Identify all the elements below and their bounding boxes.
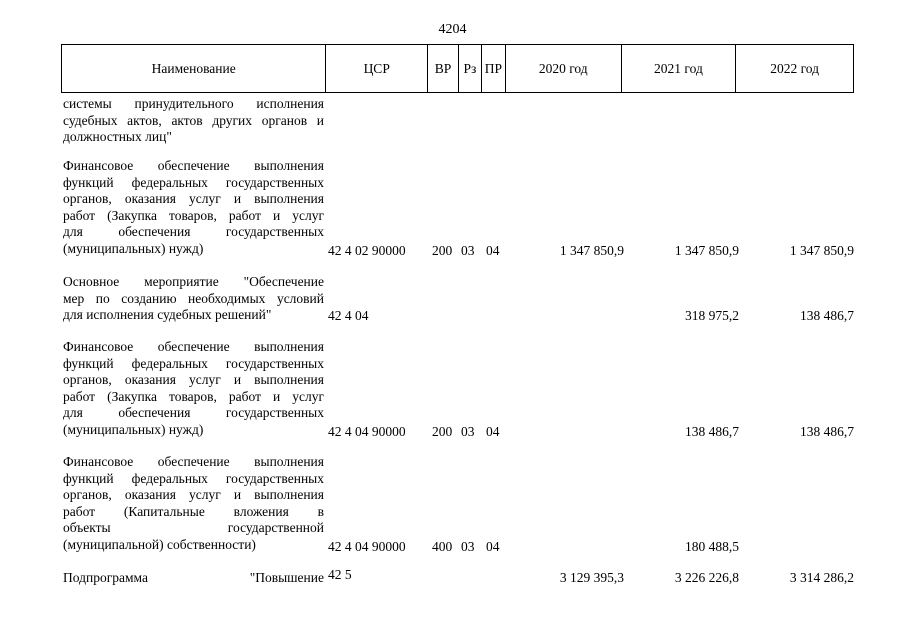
cell-rz: 03: [461, 243, 475, 258]
row-name-line: работ (Закупка товаров, работ и услуг: [63, 207, 324, 223]
row-name-line: Финансовое обеспечение выполнения: [63, 454, 324, 469]
cell-2020: 3 129 395,3: [559, 570, 624, 585]
cell-2022: 138 486,7: [800, 308, 854, 323]
table-header: [61, 44, 854, 93]
header-vr: ВР: [428, 45, 459, 92]
row-name-line: функций федеральных государственных: [63, 470, 324, 486]
cell-csr: 42 5: [328, 567, 352, 582]
cell-2021: 180 488,5: [685, 539, 739, 554]
row-name-line: для обеспечения государственных: [63, 405, 324, 420]
row-name: [63, 158, 324, 257]
row-name-line: органов, оказания услуг и выполнения: [63, 372, 324, 387]
row-name-line: Финансовое обеспечение выполнения: [63, 339, 324, 354]
page-number: 4204: [438, 22, 467, 37]
row-name: [63, 274, 324, 324]
row-name-line: должностных лиц": [63, 129, 172, 144]
cell-pr: 04: [486, 539, 500, 554]
row-name-line: для обеспечения государственных: [63, 224, 324, 239]
row-name-line: судебных актов, актов других органов и: [63, 112, 324, 128]
cell-csr: 42 4 04: [328, 308, 369, 323]
row-name-line: объекты государственной: [63, 520, 324, 535]
cell-2022: 138 486,7: [800, 424, 854, 439]
cell-2021: 3 226 226,8: [674, 570, 739, 585]
header-rz: Рз: [459, 45, 482, 92]
cell-csr: 42 4 02 90000: [328, 243, 406, 258]
row-name-line: работ (Закупка товаров, работ и услуг: [63, 388, 324, 404]
row-name: [63, 570, 324, 587]
row-name-line: работ (Капитальные вложения в: [63, 503, 324, 519]
cell-vr: 400: [432, 539, 453, 554]
row-name-line: (муниципальной) собственности): [63, 536, 256, 552]
row-name-line: (муниципальных) нужд): [63, 421, 204, 437]
header-2022: 2022 год: [770, 60, 820, 76]
row-name-line: функций федеральных государственных: [63, 355, 324, 371]
row-name-line: мер по созданию необходимых условий: [63, 290, 324, 306]
row-name-line: системы принудительного исполнения: [63, 96, 324, 111]
cell-2020: 1 347 850,9: [559, 243, 624, 258]
row-name-line: Основное мероприятие "Обеспечение: [63, 274, 324, 289]
row-name-line: Финансовое обеспечение выполнения: [63, 158, 324, 173]
cell-csr: 42 4 04 90000: [328, 539, 406, 554]
header-name: Наименование: [62, 45, 326, 92]
header-pr: ПР: [482, 45, 506, 92]
cell-vr: 200: [432, 243, 453, 258]
cell-vr: 200: [432, 424, 453, 439]
row-name-line: органов, оказания услуг и выполнения: [63, 487, 324, 502]
row-name: [63, 454, 324, 553]
row-name-line: (муниципальных) нужд): [63, 240, 204, 256]
cell-2021: 138 486,7: [685, 424, 739, 439]
row-name-line: для исполнения судебных решений": [63, 307, 272, 322]
cell-2022: 3 314 286,2: [789, 570, 854, 585]
row-name: [63, 339, 324, 438]
row-name-line: Подпрограмма "Повышение: [63, 570, 324, 585]
row-name-line: функций федеральных государственных: [63, 174, 324, 190]
cell-pr: 04: [486, 424, 500, 439]
row-name-line: органов, оказания услуг и выполнения: [63, 191, 324, 206]
cell-2021: 1 347 850,9: [674, 243, 739, 258]
cell-2021: 318 975,2: [685, 308, 739, 323]
header-2021: 2021 год: [622, 45, 737, 92]
header-csr: ЦСР: [326, 45, 428, 92]
cell-rz: 03: [461, 424, 475, 439]
cell-pr: 04: [486, 243, 500, 258]
cell-rz: 03: [461, 539, 475, 554]
row-name: [63, 96, 324, 146]
header-2020: 2020 год: [506, 45, 622, 92]
cell-csr: 42 4 04 90000: [328, 424, 406, 439]
cell-2022: 1 347 850,9: [789, 243, 854, 258]
